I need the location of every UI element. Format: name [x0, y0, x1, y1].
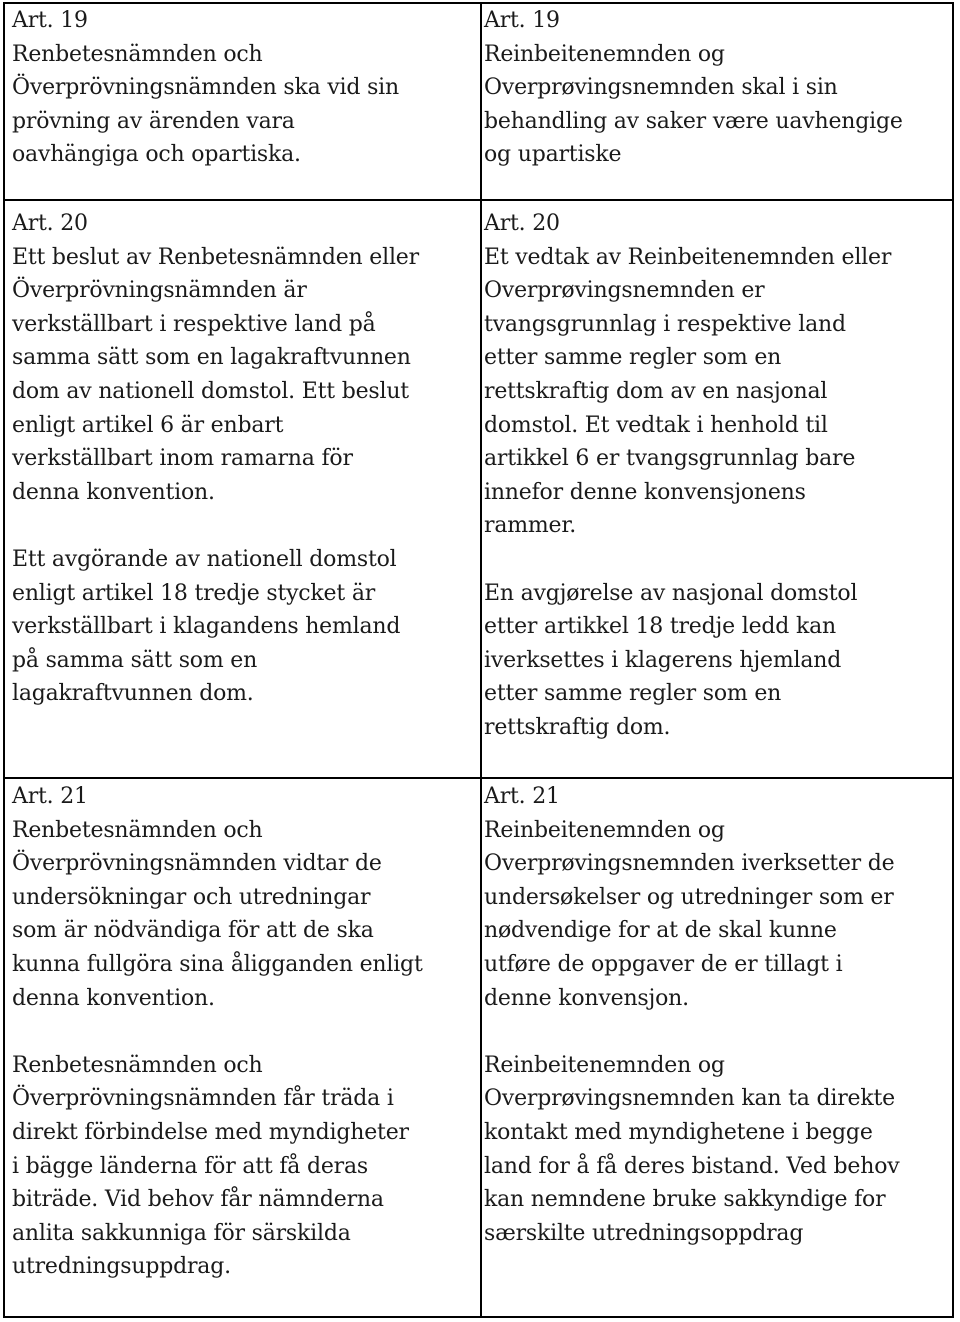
article-20-swedish-paragraph-2: Ett avgörande av nationell domstol enligt artikel 18 tredje stycket är verkställbart i klagandens hemland på samma sätt som en lagakraftvunnen dom. — [12, 546, 401, 707]
article-20-norwegian-paragraph-1: Art. 20 Et vedtak av Reinbeitenemnden eller Overprøvingsnemnden er tvangsgrunnlag i respektive land etter samme regler som en rettskraftig dom av en nasjonal domstol. Et vedtak i henhold til artikkel 6 er tvangsgrunnlag bare innefor denne konvensjonens rammer. — [484, 211, 892, 539]
article-20-swedish-cell — [12, 207, 472, 711]
article-20-swedish-paragraph-1: Art. 20 Ett beslut av Renbetesnämnden eller Överprövningsnämnden är verkställbart i respektive land på samma sätt som en lagakraftvunnen dom av nationell domstol. Ett beslut enligt artikel 6 är enbart verkställbart inom ramarna för denna konvention. — [12, 211, 419, 505]
article-21-swedish-paragraph-2: Renbetesnämnden och Överprövningsnämnden får träda i direkt förbindelse med myndigheter i bägge länderna för att få deras biträde. Vid behov får nämnderna anlita sakkunniga för särskilda utredningsuppdrag. — [12, 1052, 409, 1280]
article-19-swedish-cell — [12, 4, 472, 172]
article-19-norwegian-cell — [484, 4, 946, 172]
article-20-norwegian-paragraph-2: En avgjørelse av nasjonal domstol etter artikkel 18 tredje ledd kan iverksettes i klagerens hjemland etter samme regler som en rettskraftig dom. — [484, 580, 858, 740]
article-21-norwegian-paragraph-1: Art. 21 Reinbeitenemnden og Overprøvingsnemnden iverksetter de undersøkelser og utredninger som er nødvendige for at de skal kunne utføre de oppgaver de er tillagt i denne konvensjon. — [484, 784, 895, 1011]
article-21-swedish-cell — [12, 780, 472, 1284]
article-21-norwegian-cell — [484, 780, 946, 1250]
article-19-norwegian-text: Art. 19 Reinbeitenemnden og Overprøvingsnemnden skal i sin behandling av saker være uavhengige og upartiske — [484, 8, 903, 168]
article-21-norwegian-paragraph-2: Reinbeitenemnden og Overprøvingsnemnden kan ta direkte kontakt med myndighetene i begge land for å få deres bistand. Ved behov kan nemndene bruke sakkyndige for særskilte utredningsoppdrag — [484, 1052, 900, 1246]
row-divider — [5, 777, 952, 779]
row-divider — [5, 199, 952, 201]
article-20-norwegian-cell — [484, 207, 946, 745]
article-21-swedish-paragraph-1: Art. 21 Renbetesnämnden och Överprövningsnämnden vidtar de undersökningar och utredningar som är nödvändiga för att de ska kunna fullgöra sina åligganden enligt denna konvention. — [12, 784, 423, 1011]
article-19-swedish-text: Art. 19 Renbetesnämnden och Överprövningsnämnden ska vid sin prövning av ärenden vara oavhängiga och opartiska. — [12, 8, 399, 168]
